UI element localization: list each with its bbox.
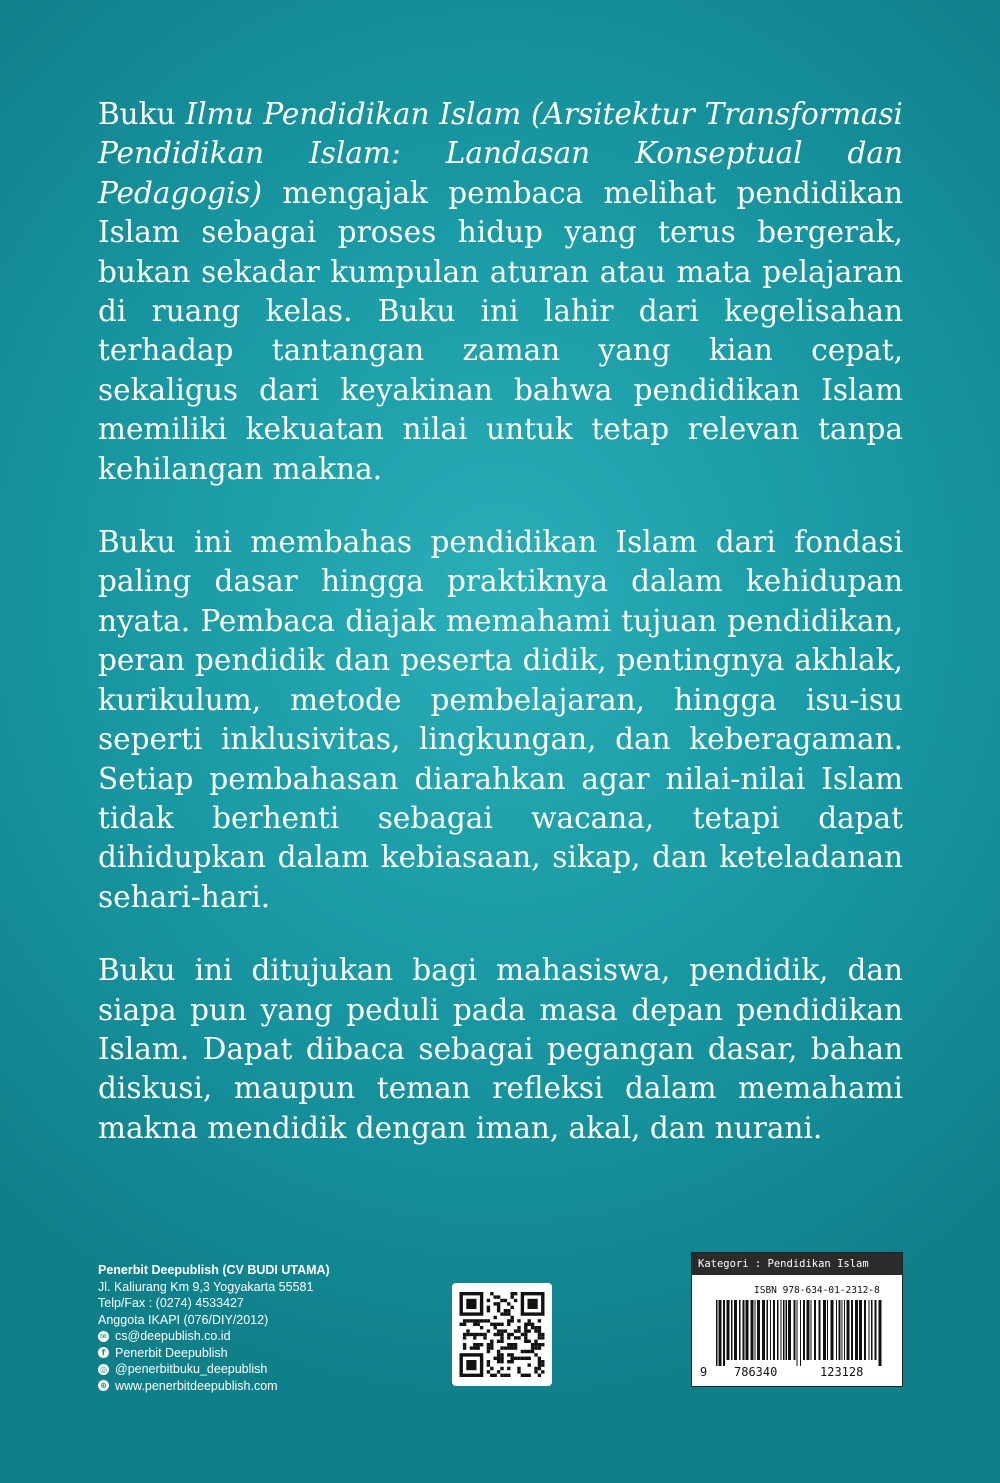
qr-module xyxy=(531,1343,534,1346)
barcode-bar xyxy=(851,1300,853,1360)
qr-module xyxy=(541,1333,544,1336)
qr-module xyxy=(466,1319,469,1322)
qr-module xyxy=(528,1340,531,1343)
qr-module xyxy=(541,1360,544,1363)
barcode-bar xyxy=(855,1300,858,1360)
qr-module xyxy=(517,1326,520,1329)
barcode-right-digits: 123128 xyxy=(820,1365,864,1379)
qr-module xyxy=(538,1333,541,1336)
barcode-bar xyxy=(814,1300,816,1360)
qr-module xyxy=(477,1319,480,1322)
qr-module xyxy=(497,1340,500,1343)
blurb-paragraph-3: Buku ini ditujukan bagi mahasiswa, pendidik, dan siapa pun yang peduli pada masa depan pendidikan Islam. Dapat dibaca sebagai pegangan dasar, bahan diskusi, maupun teman refleksi dalam memahami makna mendidik dengan iman, akal, dan nurani. xyxy=(98,953,903,1145)
barcode-bar xyxy=(757,1300,760,1360)
barcode-bar xyxy=(800,1300,801,1366)
qr-module xyxy=(517,1370,520,1373)
barcode-bar xyxy=(783,1300,785,1360)
qr-module xyxy=(494,1295,497,1298)
qr-module xyxy=(524,1323,527,1326)
qr-module xyxy=(494,1323,497,1326)
barcode-bar xyxy=(716,1300,718,1366)
barcode-digits xyxy=(692,1365,902,1381)
qr-module xyxy=(497,1306,500,1309)
qr-module xyxy=(477,1333,480,1336)
qr-module xyxy=(538,1363,541,1366)
qr-module xyxy=(511,1360,514,1363)
qr-module xyxy=(500,1367,503,1370)
qr-module xyxy=(514,1292,517,1295)
qr-module xyxy=(507,1323,510,1326)
qr-module xyxy=(497,1353,500,1356)
qr-module xyxy=(517,1336,520,1339)
publisher-info xyxy=(98,1262,428,1394)
barcode-bar xyxy=(755,1300,756,1360)
website-text: www.penerbitdeepublish.com xyxy=(115,1378,278,1393)
barcode-bar xyxy=(719,1300,722,1366)
qr-module xyxy=(477,1323,480,1326)
barcode-bar xyxy=(734,1300,737,1360)
qr-module xyxy=(521,1357,524,1360)
qr-module xyxy=(497,1357,500,1360)
qr-module xyxy=(504,1312,507,1315)
isbn-text: ISBN 978-634-01-2312-8 xyxy=(754,1285,880,1296)
qr-module xyxy=(487,1309,490,1312)
barcode-bar xyxy=(844,1300,845,1360)
facebook-icon: f xyxy=(98,1347,109,1358)
qr-module xyxy=(517,1319,520,1322)
qr-module xyxy=(507,1360,510,1363)
barcode-first-digit: 9 xyxy=(700,1365,708,1379)
barcode-bar xyxy=(859,1300,862,1360)
qr-module xyxy=(507,1319,510,1322)
qr-module xyxy=(528,1350,531,1353)
qr-module xyxy=(487,1306,490,1309)
qr-module xyxy=(497,1329,500,1332)
qr-module xyxy=(477,1343,480,1346)
barcode-bar xyxy=(819,1300,821,1360)
qr-module xyxy=(470,1319,473,1322)
qr-module xyxy=(504,1309,507,1312)
qr-module xyxy=(514,1343,517,1346)
barcode-bar xyxy=(794,1300,796,1360)
qr-module xyxy=(507,1336,510,1339)
qr-module xyxy=(490,1292,493,1295)
qr-module xyxy=(500,1346,503,1349)
qr-module xyxy=(500,1360,503,1363)
qr-module xyxy=(524,1333,527,1336)
qr-module xyxy=(480,1343,483,1346)
barcode-bar xyxy=(767,1300,769,1360)
email-icon: ✉ xyxy=(98,1331,109,1342)
qr-module xyxy=(507,1309,510,1312)
qr-module xyxy=(531,1350,534,1353)
globe-icon: ⊕ xyxy=(98,1380,109,1391)
barcode-bar xyxy=(836,1300,837,1360)
qr-module xyxy=(490,1323,493,1326)
barcode-bar xyxy=(739,1300,741,1360)
qr-module xyxy=(511,1292,514,1295)
barcode-bar xyxy=(871,1300,873,1360)
barcode-bar xyxy=(762,1300,765,1360)
qr-module xyxy=(463,1336,466,1339)
qr-module xyxy=(528,1357,531,1360)
qr-module xyxy=(490,1374,493,1377)
qr-module xyxy=(534,1346,537,1349)
qr-module xyxy=(528,1363,531,1366)
barcode-bar xyxy=(786,1300,788,1360)
qr-module xyxy=(500,1340,503,1343)
qr-module xyxy=(497,1360,500,1363)
qr-module xyxy=(480,1319,483,1322)
blurb-paragraph-2: Buku ini membahas pendidikan Islam dari fondasi paling dasar hingga praktiknya dalam kehidupan nyata. Pembaca diajak memahami tujuan pendidikan, peran pendidik dan peserta didik, pentingnya akhlak, kurikulum, metode pembelajaran, hingga isu-isu seperti inklusivitas, lingkungan, dan keberagaman. Setiap pembahasan diarahkan agar nilai-nilai Islam tidak berhenti sebagai wacana, tetapi dapat dihidupkan dalam kebiasaan, sikap, dan keteladanan sehari-hari. xyxy=(98,525,903,914)
qr-module xyxy=(534,1326,537,1329)
qr-module xyxy=(507,1374,510,1377)
publisher-phone: Telp/Fax : (0274) 4533427 xyxy=(98,1296,244,1310)
qr-module xyxy=(534,1343,537,1346)
qr-module xyxy=(500,1333,503,1336)
barcode-bar xyxy=(746,1300,749,1360)
qr-module xyxy=(500,1357,503,1360)
blurb-paragraph-1 xyxy=(98,95,903,489)
qr-module xyxy=(487,1360,490,1363)
qr-module xyxy=(538,1367,541,1370)
book-title-italic: Ilmu Pendidikan Islam (Arsitektur Transformasi Pendidikan Islam: Landasan Konseptual dan Pedagogis) xyxy=(98,97,903,210)
qr-module xyxy=(507,1302,510,1305)
qr-module xyxy=(487,1346,490,1349)
qr-module xyxy=(511,1346,514,1349)
barcode-bar xyxy=(723,1300,725,1366)
qr-module xyxy=(521,1333,524,1336)
qr-module xyxy=(507,1353,510,1356)
qr-module xyxy=(507,1346,510,1349)
qr-module xyxy=(534,1353,537,1356)
qr-module xyxy=(507,1312,510,1315)
qr-module xyxy=(500,1323,503,1326)
qr-module xyxy=(517,1357,520,1360)
barcode-bar xyxy=(781,1300,782,1360)
qr-module xyxy=(528,1329,531,1332)
qr-module xyxy=(511,1319,514,1322)
qr-module xyxy=(538,1343,541,1346)
qr-module xyxy=(473,1346,476,1349)
qr-module xyxy=(466,1333,469,1336)
qr-module xyxy=(470,1333,473,1336)
qr-module xyxy=(487,1363,490,1366)
qr-module xyxy=(490,1346,493,1349)
qr-module xyxy=(473,1343,476,1346)
qr-module xyxy=(483,1333,486,1336)
qr-module xyxy=(531,1346,534,1349)
qr-module xyxy=(511,1295,514,1298)
qr-module xyxy=(494,1316,497,1319)
qr-module xyxy=(524,1340,527,1343)
qr-module xyxy=(538,1319,541,1322)
qr-module xyxy=(463,1319,466,1322)
qr-module xyxy=(473,1323,476,1326)
qr-finder xyxy=(466,1360,476,1370)
qr-module xyxy=(511,1306,514,1309)
qr-module xyxy=(524,1357,527,1360)
qr-code-image xyxy=(452,1283,552,1386)
qr-module xyxy=(463,1346,466,1349)
qr-module xyxy=(490,1367,493,1370)
qr-module xyxy=(538,1360,541,1363)
qr-module xyxy=(487,1299,490,1302)
barcode-bar xyxy=(773,1300,775,1360)
qr-module xyxy=(500,1312,503,1315)
qr-module xyxy=(463,1323,466,1326)
qr-module xyxy=(463,1333,466,1336)
barcode-bar xyxy=(807,1300,810,1360)
barcode-bar xyxy=(879,1300,882,1366)
publisher-address: Jl. Kaliurang Km 9,3 Yogyakarta 55581 xyxy=(98,1279,314,1294)
category-label: Kategori : Pendidikan Islam xyxy=(692,1253,902,1275)
qr-module xyxy=(511,1357,514,1360)
qr-module xyxy=(473,1319,476,1322)
qr-module xyxy=(538,1329,541,1332)
instagram-text: @penerbitbuku_deepublish xyxy=(115,1362,268,1376)
qr-module xyxy=(514,1357,517,1360)
qr-module xyxy=(517,1329,520,1332)
barcode-bar xyxy=(797,1300,798,1366)
qr-module xyxy=(494,1326,497,1329)
barcode-bar xyxy=(827,1300,828,1360)
qr-module xyxy=(514,1329,517,1332)
qr-module xyxy=(531,1326,534,1329)
qr-module xyxy=(497,1302,500,1305)
qr-module xyxy=(511,1343,514,1346)
qr-module xyxy=(521,1350,524,1353)
barcode-bar xyxy=(864,1300,866,1360)
qr-module xyxy=(500,1336,503,1339)
barcode-left-digits: 786340 xyxy=(734,1365,778,1379)
barcode-bar xyxy=(770,1300,771,1360)
qr-module xyxy=(521,1374,524,1377)
qr-module xyxy=(538,1346,541,1349)
barcode-bar xyxy=(869,1300,870,1360)
qr-finder xyxy=(528,1299,538,1309)
qr-module xyxy=(538,1374,541,1377)
qr-module xyxy=(511,1353,514,1356)
qr-module xyxy=(497,1370,500,1373)
qr-module xyxy=(473,1333,476,1336)
qr-module xyxy=(494,1333,497,1336)
qr-module xyxy=(514,1336,517,1339)
qr-module xyxy=(504,1299,507,1302)
qr-module xyxy=(534,1340,537,1343)
qr-module xyxy=(538,1357,541,1360)
facebook-text: Penerbit Deepublish xyxy=(115,1345,228,1360)
qr-module xyxy=(483,1319,486,1322)
blurb-p1-rest: mengajak pembaca melihat pendidikan Islam sebagai proses hidup yang terus bergerak, bukan sekadar kumpulan aturan atau mata pelajaran di ruang kelas. Buku ini lahir dari kegelisahan terhadap tantangan zaman yang kian cepat, sekaligus dari keyakinan bahwa pendidikan Islam memiliki kekuatan nilai untuk tetap relevan tanpa kehilangan makna. xyxy=(98,175,903,486)
qr-module xyxy=(494,1374,497,1377)
qr-module xyxy=(538,1326,541,1329)
qr-module xyxy=(460,1323,463,1326)
qr-module xyxy=(490,1340,493,1343)
qr-module xyxy=(487,1370,490,1373)
qr-module xyxy=(524,1329,527,1332)
qr-module xyxy=(494,1302,497,1305)
qr-module xyxy=(487,1319,490,1322)
barcode-bar xyxy=(731,1300,733,1360)
qr-module xyxy=(514,1346,517,1349)
qr-module xyxy=(534,1329,537,1332)
barcode-bar xyxy=(803,1300,805,1360)
qr-finder xyxy=(466,1299,476,1309)
barcode-bar xyxy=(777,1300,779,1360)
contact-website xyxy=(98,1378,428,1395)
instagram-icon: ◎ xyxy=(98,1364,109,1375)
qr-module xyxy=(500,1299,503,1302)
back-cover-blurb xyxy=(98,95,903,1182)
contact-facebook xyxy=(98,1345,428,1362)
publisher-member: Anggota IKAPI (076/DIY/2012) xyxy=(98,1312,269,1327)
qr-module xyxy=(507,1367,510,1370)
qr-module xyxy=(524,1326,527,1329)
qr-module xyxy=(534,1370,537,1373)
qr-module xyxy=(490,1343,493,1346)
qr-module xyxy=(541,1370,544,1373)
qr-code xyxy=(452,1283,552,1386)
qr-module xyxy=(497,1333,500,1336)
barcode-bar xyxy=(811,1300,812,1360)
qr-module xyxy=(504,1329,507,1332)
qr-module xyxy=(524,1374,527,1377)
qr-module xyxy=(524,1350,527,1353)
barcode-bar xyxy=(727,1300,730,1360)
qr-module xyxy=(497,1350,500,1353)
qr-module xyxy=(528,1374,531,1377)
qr-module xyxy=(473,1336,476,1339)
qr-module xyxy=(531,1323,534,1326)
qr-module xyxy=(487,1329,490,1332)
qr-module xyxy=(470,1346,473,1349)
qr-module xyxy=(497,1323,500,1326)
qr-module xyxy=(480,1326,483,1329)
qr-module xyxy=(487,1343,490,1346)
barcode-bar xyxy=(831,1300,834,1360)
barcode-bar xyxy=(847,1300,850,1360)
qr-module xyxy=(497,1295,500,1298)
qr-module xyxy=(517,1367,520,1370)
qr-module xyxy=(538,1336,541,1339)
qr-module xyxy=(541,1336,544,1339)
qr-module xyxy=(483,1336,486,1339)
email-text: cs@deepublish.co.id xyxy=(115,1329,231,1343)
barcode-bar xyxy=(842,1300,843,1360)
barcode-bar xyxy=(743,1300,745,1360)
qr-module xyxy=(507,1343,510,1346)
barcode-bar xyxy=(788,1300,791,1360)
publisher-name: Penerbit Deepublish (CV BUDI UTAMA) xyxy=(98,1263,330,1277)
qr-module xyxy=(524,1336,527,1339)
qr-module xyxy=(541,1343,544,1346)
qr-module xyxy=(514,1299,517,1302)
barcode-bar xyxy=(839,1300,841,1360)
qr-module xyxy=(497,1309,500,1312)
barcode-bar xyxy=(875,1300,877,1360)
barcode-bar xyxy=(751,1300,754,1360)
qr-module xyxy=(511,1333,514,1336)
qr-module xyxy=(504,1374,507,1377)
qr-module xyxy=(480,1333,483,1336)
barcode-bar xyxy=(823,1300,826,1360)
qr-module xyxy=(511,1316,514,1319)
qr-module xyxy=(477,1346,480,1349)
qr-module xyxy=(528,1323,531,1326)
qr-module xyxy=(541,1363,544,1366)
qr-module xyxy=(494,1357,497,1360)
qr-module xyxy=(507,1333,510,1336)
contact-instagram xyxy=(98,1361,428,1378)
blurb-p1-prefix: Buku xyxy=(98,97,186,131)
qr-module xyxy=(500,1329,503,1332)
qr-module xyxy=(500,1374,503,1377)
qr-module xyxy=(463,1343,466,1346)
qr-module xyxy=(466,1329,469,1332)
qr-module xyxy=(487,1350,490,1353)
barcode-bars xyxy=(716,1300,886,1366)
qr-module xyxy=(534,1367,537,1370)
barcode-label xyxy=(691,1252,903,1387)
qr-module xyxy=(500,1353,503,1356)
contact-email xyxy=(98,1328,428,1345)
qr-module xyxy=(504,1346,507,1349)
qr-module xyxy=(528,1319,531,1322)
